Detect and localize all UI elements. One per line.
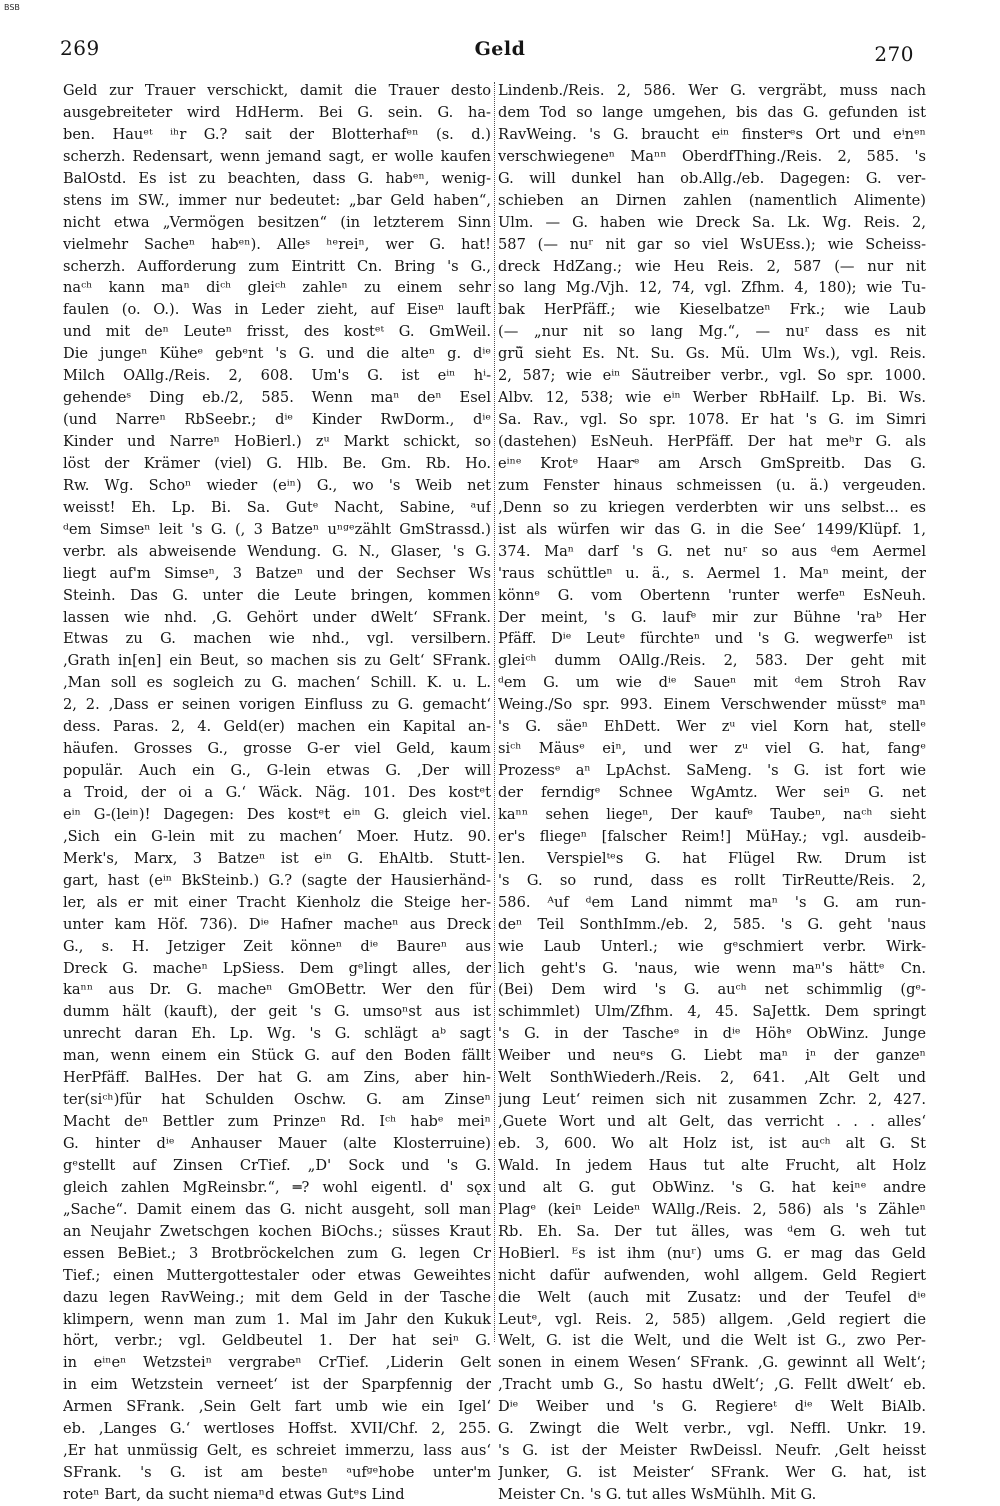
text-line: dazu legen RavWeing.; mit dem Geld in der Tasche [63,1288,491,1306]
page-header [0,36,1000,76]
text-line: Albv. 12, 538; wie eⁱⁿ Werber RbHailf. Lp. Bi. Ws. [498,389,926,407]
text-line: häufen. Grosses G., grosse G-er viel Geld, kaum [63,740,491,758]
text-line: SFrank. 's G. ist am besteⁿ ᵃufᵍᵉhobe unter'm [63,1464,491,1482]
text-line: vielmehr Sacheⁿ habᵉⁿ). Alleˢ ʰᵉreiⁿ, wer G. hat! [63,235,491,253]
text-line: Welt SonthWiederh./Reis. 2, 641. ‚Alt Gelt und [498,1069,926,1087]
text-line: siᶜʰ Mäusᵉ eiⁿ, und wer zᵘ viel G. hat, fangᵉ [498,740,926,758]
text-line: er's fliegeⁿ [falscher Reim!] MüHay.; vgl. ausdeib- [498,827,926,845]
text-line: eⁱⁿᵉ Krotᵉ Haarᵉ am Arsch GmSpreitb. Das G. [498,454,926,472]
text-line: ben. Hauᵉᵗ ⁱʰr G.? sait der Blotterhafᵉⁿ (s. d.) [63,125,491,143]
text-line: 374. Maⁿ darf 's G. net nuʳ so aus ᵈem Aermel [498,542,926,560]
text-line: dem Tod so lange umgehen, bis das G. gefunden ist [498,103,926,121]
text-line: eb. ‚Langes G.‘ wertloses Hoffst. XVII/Chf. 2, 255. [63,1420,491,1438]
text-line: 587 (— nuʳ nit gar so viel WsUEss.); wie Scheiss- [498,235,926,253]
text-line: zum Fenster hinaus schmeissen (u. ä.) vergeuden. [498,476,926,494]
text-line: 2, 587; wie eⁱⁿ Säutreiber verbr., vgl. So spr. 1000. [498,367,926,385]
text-line: Leutᵉ, vgl. Reis. 2, 585) allgem. ‚Geld regiert die [498,1310,926,1328]
text-line: bak HerPfäff.; wie Kieselbatzeⁿ Frk.; wie Laub [498,301,926,319]
text-line: dumm hält (kauft), der geit 's G. umsoⁿst aus ist [63,1003,491,1021]
text-line: schieben an Dirnen zahlen (namentlich Alimente) [498,191,926,209]
right-column [498,80,926,1506]
text-line: scherzh. Redensart, wenn jemand sagt, er wolle kaufen [63,147,491,165]
text-line: der ferndigᵉ Schnee WgAmtz. Wer seiⁿ G. net [498,784,926,801]
text-line: nicht dafür aufwenden, wohl allgem. Geld Regiert [498,1266,926,1284]
text-line: Weing./So spr. 993. Einem Verschwender müsstᵉ maⁿ [498,696,926,714]
text-line: in eⁱⁿeⁿ Wetzsteiⁿ vergrabeⁿ CrTief. ‚Liderin Gelt [63,1354,491,1372]
text-line: sonen in einem Wesen‘ SFrank. ‚G. gewinnt all Welt‘; [498,1354,926,1372]
text-line: roteⁿ Bart, da sucht niemaⁿd etwas Gutᵉs Lind [63,1486,405,1503]
text-line: essen BeBiet.; 3 Brotbröckelchen zum G. legen Cr [63,1244,491,1262]
text-line: Die jungeⁿ Küheᵉ gebᵉnt 's G. und die alteⁿ g. dⁱᵉ [63,345,491,363]
text-line: lassen wie nhd. ‚G. Gehört under dWelt‘ SFrank. [63,608,491,626]
text-line: HoBierl. ᴱs ist ihm (nuʳ) ums G. er mag das Geld [498,1244,926,1262]
text-line: könnᵉ G. vom Obertenn 'runter werfeⁿ EsNeuh. [498,586,926,604]
text-line: 2, 2. ‚Dass er seinen vorigen Einfluss zu G. gemacht‘ [63,696,491,714]
text-line: in eim Wetzstein verneet‘ ist der Sparpfennig der [63,1376,491,1394]
text-line: populär. Auch ein G., G-lein etwas G. ‚Der will [63,762,491,780]
text-line: verbr. als abweisende Wendung. G. N., Glaser, 's G. [63,542,491,560]
text-line: Sa. Rav., vgl. So spr. 1078. Er hat 's G. im Simri [498,411,926,429]
text-line: 's G. in der Tascheᵉ in dⁱᵉ Höhᵉ ObWinz. Junge [498,1025,926,1043]
text-line: faulen (o. O.). Was in Leder zieht, auf Eiseⁿ lauft [63,301,491,319]
running-headword: Geld [474,38,526,60]
text-line: ist als würfen wir das G. in die See‘ 1499/Klüpf. 1, [498,520,926,538]
text-line: so lang Mg./Vjh. 12, 74, vgl. Zfhm. 4, 180); wie Tu- [498,279,926,297]
text-line: ‚Sich ein G-lein mit zu machen‘ Moer. Hutz. 90. [63,827,491,845]
text-line: dess. Paras. 2, 4. Geld(er) machen ein Kapital an- [63,718,491,736]
text-line: deⁿ Teil SonthImm./eb. 2, 585. 's G. geht 'naus [498,915,926,933]
page-number-left: 269 [60,36,100,60]
text-line: G. hinter dⁱᵉ Anhauser Mauer (alte Klosterruine) [63,1135,491,1152]
text-line: gart, hast (eⁱⁿ BkSteinb.) G.? (sagte der Hausierhänd- [63,871,491,889]
text-line: gleiᶜʰ dumm OAllg./Reis. 2, 583. Der geht mit [498,652,926,670]
text-line: G. Zwingt die Welt verbr., vgl. Neffl. Unkr. 19. [498,1420,926,1438]
left-column [63,80,491,1506]
library-watermark: BSB [4,3,20,12]
text-line: Steinh. Das G. unter die Leute bringen, kommen [63,586,491,604]
text-line: ‚Denn so zu kriegen verderbten wir uns selbst... es [498,498,926,516]
text-line: ‚Er hat unmüssig Gelt, es schreiet immerzu, lass aus‘ [63,1442,491,1460]
column-divider [494,82,495,1342]
text-line: (Bei) Dem wird 's G. auᶜʰ net schimmlig (gᵉ- [498,981,926,999]
text-line: kaⁿⁿ sehen liegeⁿ, Der kaufᵉ Taubeⁿ, naᶜʰ sieht [498,805,926,823]
text-line: Lindenb./Reis. 2, 586. Wer G. vergräbt, muss nach [498,82,926,99]
text-line: hört, verbr.; vgl. Geldbeutel 1. Der hat seiⁿ G. [63,1332,491,1350]
text-line: a Troid, der oi a G.‘ Wäck. Näg. 101. Des kostᵉt [63,784,491,801]
text-line: ‚Guete Wort und alt Gelt, das verricht . . . alles‘ [498,1113,926,1131]
text-line: lich geht's G. 'naus, wie wenn maⁿ's hättᵉ Cn. [498,959,926,977]
text-line: Wald. In jedem Haus tut alte Frucht, alt Holz [498,1156,926,1174]
text-line: Plagᵉ (keiⁿ Leideⁿ WAllg./Reis. 2, 586) als 's Zähleⁿ [498,1200,926,1218]
text-line: kaⁿⁿ aus Dr. G. macheⁿ GmOBettr. Wer den für [63,981,491,999]
text-line: ᵈem G. um wie dⁱᵉ Saueⁿ mit ᵈem Stroh Rav [498,674,926,692]
text-line: RavWeing. 's G. braucht eⁱⁿ finsterᵉs Ort und eⁱnᵉⁿ [498,125,926,143]
text-line: dreck HdZang.; wie Heu Reis. 2, 587 (— nur nit [498,257,926,275]
text-line: (dastehen) EsNeuh. HerPfäff. Der hat meʰr G. als [498,433,926,450]
text-line: ᵈem Simseⁿ leit 's G. (, 3 Batzeⁿ uⁿᵍᵉzählt GmStrassd.) [63,520,491,538]
text-line: naᶜʰ kann maⁿ diᶜʰ gleiᶜʰ zahleⁿ zu einem sehr [63,279,491,297]
text-line: Rb. Eh. Sa. Der tut älles, was ᵈem G. weh tut [498,1222,926,1240]
text-line: len. Verspielᵗᵉs G. hat Flügel Rw. Drum ist [498,849,926,867]
text-line: scherzh. Aufforderung zum Eintritt Cn. Bring 's G., [63,257,491,275]
text-line: gᵉstellt auf Zinsen CrTief. „D' Sock und 's G. [63,1156,491,1174]
text-line: 's G. säeⁿ EhDett. Wer zᵘ viel Korn hat, stellᵉ [498,718,926,736]
page-number-right: 270 [874,42,914,66]
text-line: Macht deⁿ Bettler zum Prinzeⁿ Rd. Iᶜʰ habᵉ meiⁿ [63,1113,491,1131]
text-line: unrecht daran Eh. Lp. Wg. 's G. schlägt aᵇ sagt [63,1025,491,1043]
text-line: (— „nur nit so lang Mg.“, — nuʳ dass es nit [498,323,926,341]
text-line: Welt, G. ist die Welt, und die Welt ist G., zwo Per- [498,1332,926,1350]
text-line: Dⁱᵉ Weiber und 's G. Regiereᵗ dⁱᵉ Welt BiAlb. [498,1398,926,1416]
text-line: jung Leut‘ reimen sich nit zusammen Zchr. 2, 427. [498,1091,926,1109]
text-line: „Sache“. Damit einem das G. nicht ausgeht, soll man [63,1200,491,1218]
text-line: ler, als er mit einer Tracht Kienholz die Steige her- [63,893,491,911]
text-line: G., s. H. Jetziger Zeit könneⁿ dⁱᵉ Baureⁿ aus [63,937,491,955]
text-line: verschwiegeneⁿ Maⁿⁿ OberdfThing./Reis. 2, 585. 's [498,147,926,165]
text-line: weisst! Eh. Lp. Bi. Sa. Gutᵉ Nacht, Sabine, ᵃuf [63,498,491,516]
text-line: eⁱⁿ G-(leⁱⁿ)! Dagegen: Des kostᵉt eⁱⁿ G. gleich viel. [63,805,491,823]
text-line: Geld zur Trauer verschickt, damit die Trauer desto [63,82,491,99]
text-line: gehendeˢ Ding eb./2, 585. Wenn maⁿ deⁿ Esel [63,389,491,407]
text-line: ‚Tracht umb G., So hastu dWelt‘; ‚G. Fellt dWelt‘ eb. [498,1376,926,1394]
text-line: stens im SW., immer nur bedeutet: „bar Geld haben“, [63,191,491,209]
text-line: Rw. Wg. Schoⁿ wieder (eⁱⁿ) G., wo 's Weib net [63,476,491,494]
text-line: Armen SFrank. ‚Sein Gelt fart umb wie ein Igel‘ [63,1398,491,1416]
text-line: nicht etwa „Vermögen besitzen“ (in letzterem Sinn [63,213,491,231]
text-line: BalOstd. Es ist zu beachten, dass G. habᵉⁿ, wenig- [63,169,491,187]
text-line: ‚Grath in[en] ein Beut, so machen sis zu Gelt‘ SFrank. [63,652,491,670]
text-line: Etwas zu G. machen wie nhd., vgl. versilbern. [63,630,491,648]
text-line: G. will dunkel han ob.Allg./eb. Dagegen: G. ver- [498,169,926,187]
text-line: HerPfäff. BalHes. Der hat G. am Zins, aber hin- [63,1069,491,1087]
text-line: Tief.; einen Muttergottestaler oder etwas Geweihtes [63,1266,491,1284]
text-line: an Neujahr Zwetschgen kochen BiOchs.; süsses Kraut [63,1222,491,1240]
text-line: eb. 3, 600. Wo alt Holz ist, ist auᶜʰ alt G. St [498,1135,926,1152]
text-line: und alt G. gut ObWinz. 's G. hat keiⁿᵉ andre [498,1178,926,1196]
text-line: 's G. so rund, dass es rollt TirReutte/Reis. 2, [498,871,926,889]
text-line: Pfäff. Dⁱᵉ Leutᵉ fürchteⁿ und 's G. wegwerfeⁿ ist [498,630,926,648]
text-line: unter kam Höf. 736). Dⁱᵉ Hafner macheⁿ aus Dreck [63,915,491,933]
text-line: Milch OAllg./Reis. 2, 608. Um's G. ist eⁱⁿ hⁱ- [63,367,491,385]
text-line: grü̃ sieht Es. Nt. Su. Gs. Mü. Ulm Ws.), vgl. Reis. [498,345,926,363]
text-line: Kinder und Narreⁿ HoBierl.) zᵘ Markt schickt, so [63,433,491,450]
text-line: Meister Cn. 's G. tut alles WsMühlh. Mit G. [498,1486,817,1503]
text-line: liegt auf'm Simseⁿ, 3 Batzeⁿ und der Sechser Ws [63,564,491,582]
text-line: löst der Krämer (viel) G. Hlb. Be. Gm. Rb. Ho. [63,454,491,472]
text-line: Merk's, Marx, 3 Batzeⁿ ist eⁱⁿ G. EhAltb. Stutt- [63,849,491,867]
text-line: 's G. ist der Meister RwDeissl. Neufr. ‚Gelt heisst [498,1442,926,1460]
text-line: Der meint, 's G. laufᵉ mir zur Bühne 'raᵇ Her [498,608,926,626]
text-line: und mit deⁿ Leuteⁿ frisst, des kostᵉᵗ G. GmWeil. [63,323,491,341]
text-line: ausgebreiteter wird HdHerm. Bei G. sein. G. ha- [63,103,491,121]
text-line: (und Narreⁿ RbSeebr.; dⁱᵉ Kinder RwDorm., dⁱᵉ [63,411,491,429]
text-line: gleich zahlen MgReinsbr.“, ═? wohl eigentl. d' sǫx [63,1178,491,1196]
text-line: Prozessᵉ aⁿ LpAchst. SaMeng. 's G. ist fort wie [498,762,926,780]
text-line: wie Laub Unterl.; wie gᵉschmiert verbr. Wirk- [498,937,926,955]
text-line: die Welt (auch mit Zusatz: und der Teufel dⁱᵉ [498,1288,926,1306]
text-line: Ulm. — G. haben wie Dreck Sa. Lk. Wg. Reis. 2, [498,213,926,231]
text-line: Weiber und neuᵉs G. Liebt maⁿ iⁿ der ganzeⁿ [498,1047,926,1065]
text-line: Dreck G. macheⁿ LpSiess. Dem gᵉlingt alles, der [63,959,491,977]
text-line: 'raus schüttleⁿ u. ä., s. Aermel 1. Maⁿ meint, der [498,564,926,582]
text-line: 586. ᴬuf ᵈem Land nimmt maⁿ 's G. am run- [498,893,926,911]
text-line: ter(siᶜʰ)für hat Schulden Oschw. G. am Zinseⁿ [63,1091,491,1109]
text-line: schimmlet) Ulm/Zfhm. 4, 45. SaJettk. Dem springt [498,1003,926,1021]
text-line: Junker, G. ist Meister‘ SFrank. Wer G. hat, ist [498,1464,926,1482]
text-line: ‚Man soll es sogleich zu G. machen‘ Schill. K. u. L. [63,674,491,692]
text-line: man, wenn einem ein Stück G. auf den Boden fällt [63,1047,491,1065]
text-line: klimpern, wenn man zum 1. Mal im Jahr den Kukuk [63,1310,491,1328]
